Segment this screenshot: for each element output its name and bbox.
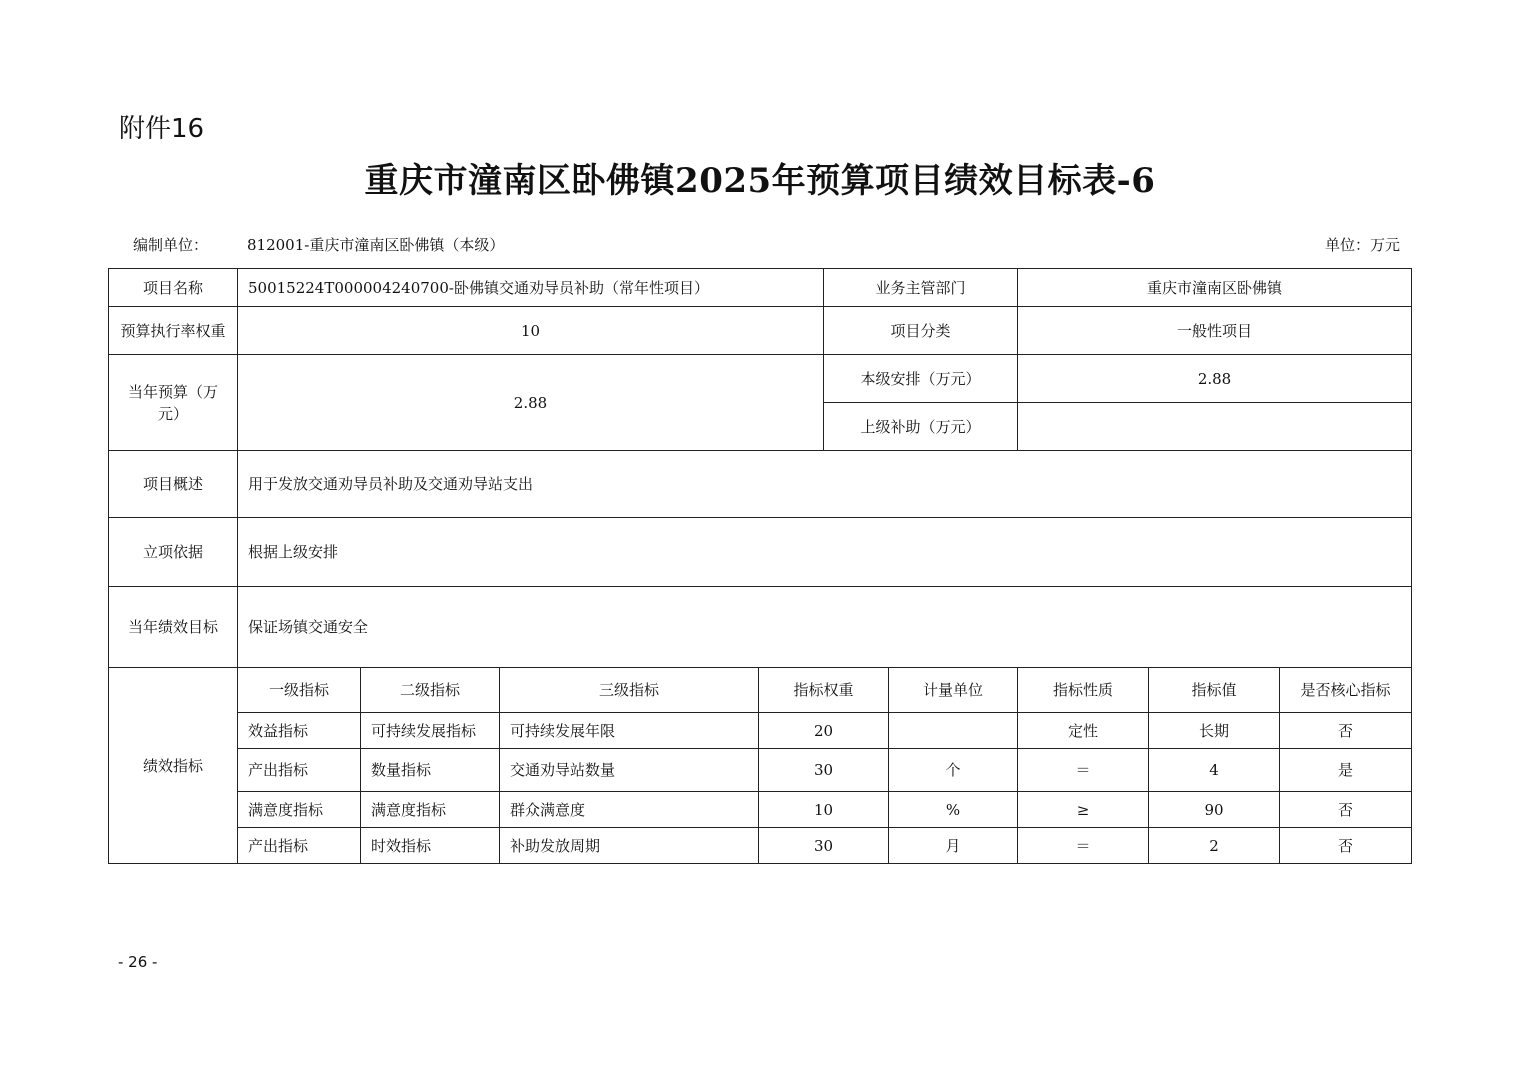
indicator-header: 一级指标 (238, 668, 361, 713)
upper-value (1018, 403, 1412, 451)
weight-cell: 30 (759, 749, 889, 792)
indicators-label: 绩效指标 (109, 668, 238, 864)
row-budget (109, 355, 1412, 403)
row-basis (109, 518, 1412, 587)
overview-value: 用于发放交通劝导员补助及交通劝导站支出 (238, 451, 1412, 518)
level2-cell: 时效指标 (361, 828, 500, 864)
core-cell: 否 (1280, 713, 1412, 749)
weight-cell: 30 (759, 828, 889, 864)
value-cell: 2 (1149, 828, 1280, 864)
org-label: 编制单位： (133, 236, 209, 254)
indicator-header: 指标权重 (759, 668, 889, 713)
core-cell: 否 (1280, 828, 1412, 864)
value-cell: 4 (1149, 749, 1280, 792)
basis-label: 立项依据 (109, 518, 238, 587)
basis-value: 根据上级安排 (238, 518, 1412, 587)
value-cell: 90 (1149, 792, 1280, 828)
indicator-header: 三级指标 (500, 668, 759, 713)
row-project-name (109, 269, 1412, 307)
row-goal (109, 587, 1412, 668)
budget-label: 当年预算（万元） (109, 355, 238, 451)
local-label: 本级安排（万元） (824, 355, 1018, 403)
category-label: 项目分类 (824, 307, 1018, 355)
unit-cell: 个 (889, 749, 1018, 792)
org-info (133, 234, 505, 255)
core-cell: 是 (1280, 749, 1412, 792)
unit-cell: % (889, 792, 1018, 828)
nature-cell: 定性 (1018, 713, 1149, 749)
goal-label: 当年绩效目标 (109, 587, 238, 668)
local-value: 2.88 (1018, 355, 1412, 403)
page-title: 重庆市潼南区卧佛镇2025年预算项目绩效目标表-6 (364, 161, 1156, 201)
value-cell: 长期 (1149, 713, 1280, 749)
level1-cell: 满意度指标 (238, 792, 361, 828)
unit-cell (889, 713, 1018, 749)
budget-value: 2.88 (238, 355, 824, 451)
indicator-header: 指标性质 (1018, 668, 1149, 713)
table-row (109, 792, 1412, 828)
indicator-header-row (109, 668, 1412, 713)
project-name-label: 项目名称 (109, 269, 238, 307)
nature-cell: ＝ (1018, 828, 1149, 864)
level3-cell: 交通劝导站数量 (500, 749, 759, 792)
weight-cell: 10 (759, 792, 889, 828)
goal-value: 保证场镇交通安全 (238, 587, 1412, 668)
level2-cell: 可持续发展指标 (361, 713, 500, 749)
nature-cell: ≥ (1018, 792, 1149, 828)
weight-cell: 20 (759, 713, 889, 749)
level1-cell: 产出指标 (238, 749, 361, 792)
upper-label: 上级补助（万元） (824, 403, 1018, 451)
page-number: - 26 - (118, 953, 158, 971)
performance-table (108, 268, 1412, 864)
level3-cell: 可持续发展年限 (500, 713, 759, 749)
exec-weight-label: 预算执行率权重 (109, 307, 238, 355)
org-value: 812001-重庆市潼南区卧佛镇（本级） (247, 236, 505, 254)
nature-cell: ＝ (1018, 749, 1149, 792)
table-row (109, 713, 1412, 749)
table-row (109, 749, 1412, 792)
level1-cell: 效益指标 (238, 713, 361, 749)
level2-cell: 数量指标 (361, 749, 500, 792)
overview-label: 项目概述 (109, 451, 238, 518)
dept-label: 业务主管部门 (824, 269, 1018, 307)
level3-cell: 补助发放周期 (500, 828, 759, 864)
category-value: 一般性项目 (1018, 307, 1412, 355)
dept-value: 重庆市潼南区卧佛镇 (1018, 269, 1412, 307)
indicator-header: 计量单位 (889, 668, 1018, 713)
level1-cell: 产出指标 (238, 828, 361, 864)
table-row (109, 828, 1412, 864)
indicator-header: 是否核心指标 (1280, 668, 1412, 713)
core-cell: 否 (1280, 792, 1412, 828)
level2-cell: 满意度指标 (361, 792, 500, 828)
unit-label: 单位：万元 (1324, 236, 1400, 254)
indicator-header: 指标值 (1149, 668, 1280, 713)
unit-cell: 月 (889, 828, 1018, 864)
project-name-value: 50015224T000004240700-卧佛镇交通劝导员补助（常年性项目） (238, 269, 824, 307)
indicator-header: 二级指标 (361, 668, 500, 713)
level3-cell: 群众满意度 (500, 792, 759, 828)
row-overview (109, 451, 1412, 518)
attachment-label: 附件16 (119, 114, 205, 144)
exec-weight-value: 10 (238, 307, 824, 355)
row-exec-weight (109, 307, 1412, 355)
